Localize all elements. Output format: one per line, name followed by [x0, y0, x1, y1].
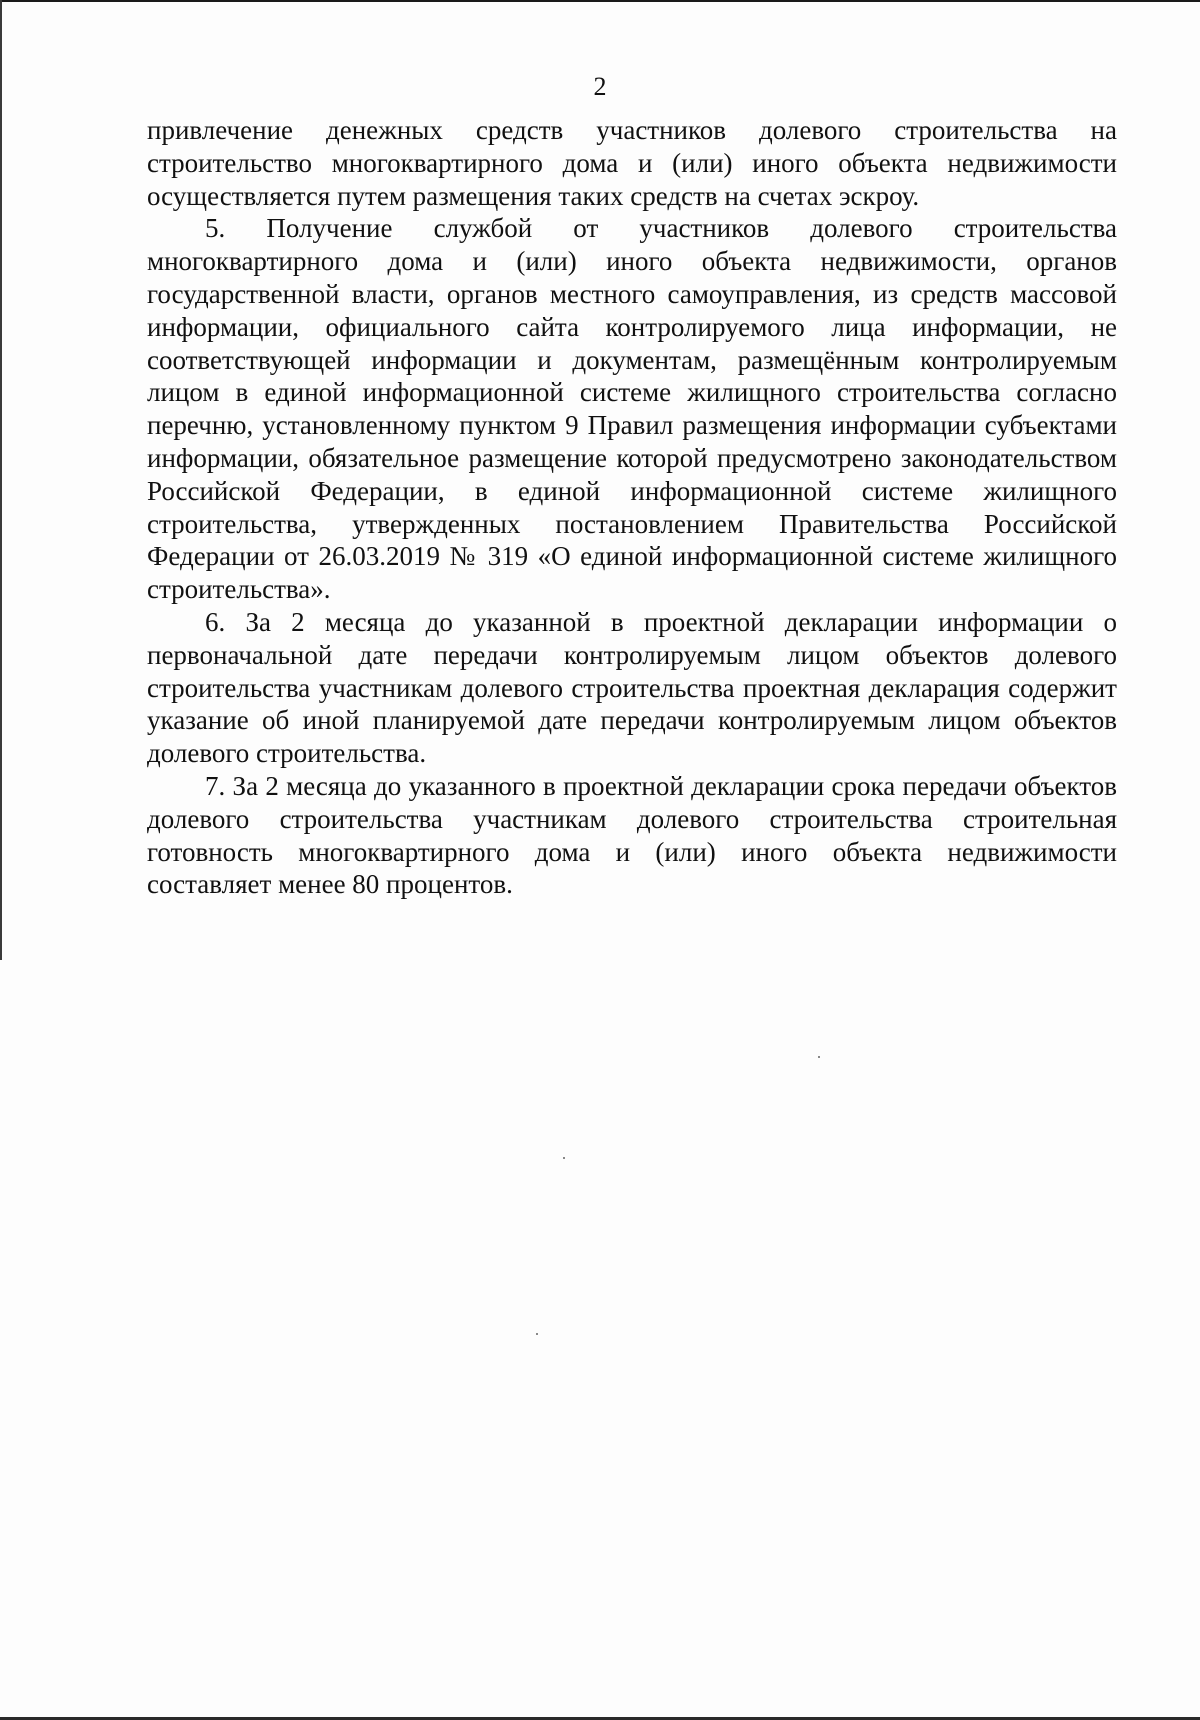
scan-edge-top: [0, 0, 1200, 2]
scan-speck: [563, 1157, 565, 1159]
paragraph-continuation: привлечение денежных средств участников долевого строительства на строительство многоквартирного дома и (или) иного объекта недвижимости осуществляется путем размещения таких средств на счетах эскроу.: [147, 115, 1117, 211]
paragraph-item-7: 7. За 2 месяца до указанного в проектной декларации срока передачи объектов долевого строительства участникам долевого строительства строительная готовность многоквартирного дома и (или) иного объекта недвижимости составляет менее 80 процентов.: [147, 770, 1117, 900]
scan-edge-left: [0, 0, 2, 960]
scan-speck: [536, 1333, 538, 1335]
document-body: [147, 114, 1117, 901]
paragraph-item-5: 5. Получение службой от участников долевого строительства многоквартирного дома и (или) иного объекта недвижимости, органов государственной власти, органов местного самоуправления, из средств массовой информации, официального сайта контролируемого лица информации, не соответствующей информации и документам, размещённым контролируемым лицом в единой информационной системе жилищного строительства согласно перечню, установленному пунктом 9 Правил размещения информации субъектами информации, обязательное размещение которой предусмотрено законодательством Российской Федерации, в единой информационной системе жилищного строительства, утвержденных постановлением Правительства Российской Федерации от 26.03.2019 № 319 «О единой информационной системе жилищного строительства».: [147, 213, 1117, 605]
page-number: 2: [593, 72, 607, 101]
paragraph-item-6: 6. За 2 месяца до указанной в проектной декларации информации о первоначальной дате передачи контролируемым лицом объектов долевого строительства участникам долевого строительства проектная декларация содержит указание об иной планируемой дате передачи контролируемым лицом объектов долевого строительства.: [147, 606, 1117, 769]
scan-speck: [818, 1056, 820, 1058]
